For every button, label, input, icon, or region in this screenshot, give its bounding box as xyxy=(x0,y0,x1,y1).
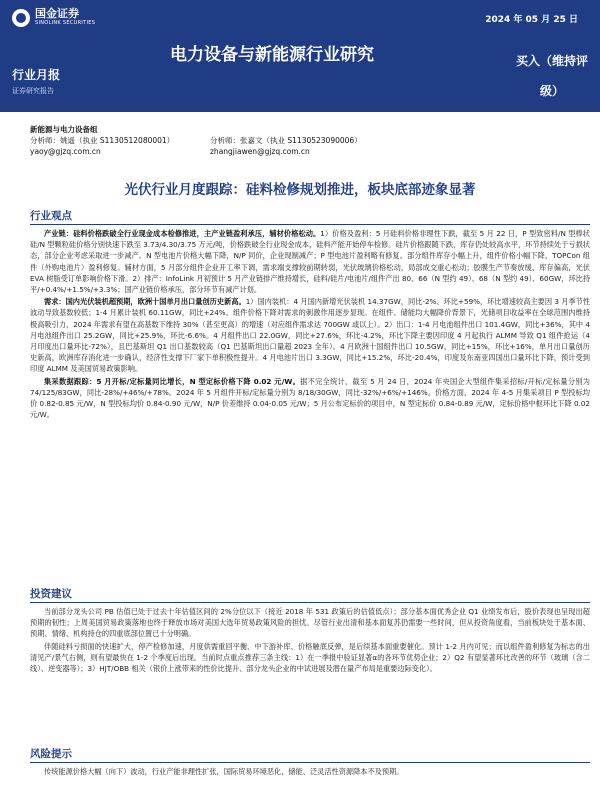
analyst-row xyxy=(30,135,590,146)
company-logo xyxy=(12,8,95,27)
body-demand: 1）国内装机：4 月国内新增光伏装机 14.37GW，同比-2%、环比+59%，环比增速较高主要因 3 月季节性波动导致基数较低；1-4 月累计装机 60.11GW，同比+24%。组件价格下降对需求的刺激作用逐步显现。在组件、储能均大幅降价背景下，光储项目收益率在全球范围内维持极高吸引力，2024 年需求有望在高基数下维持 30%（甚至更高）的增速（对应组件需求达 700GW 或以上）。2）出口：1-4 月电池组件出口 101.4GW，同比+36%，其中 4 月电池组件出口 25.2GW，同比+25.9%，环比-6.6%。4 月组件出口 22.0GW，同比+27.6%，环比-4.2%，环比下降主要因印度 4 月起执行 ALMM 导致 Q1 组件抢运（4 月印度出口量环比-72%），且巴基斯坦 Q1 出口基数较高（Q1 巴基斯坦出口量超 2023 全年）。4 月欧洲十国组件出口 10.5GW，同比+15%，环比+16%，单月出口量创历史新高，欧洲库存消化进一步确认，经济性支撑下厂家下单积极性提升。4 月电池片出口 3.3GW，同比+15.2%，环比-20.4%，印度及东南亚四国出口量环比下降，预计受到印度 ALMM 及美国贸易政策影响。 xyxy=(30,297,590,374)
lead-demand: 需求：国内光伏装机超预期，欧洲十国单月出口量创历史新高。 xyxy=(44,297,246,307)
report-subtype: 证券研究报告 xyxy=(12,87,54,95)
paragraph-risk: 传统能源价格大幅（向下）波动，行业产能非理性扩张，国际贸易环境恶化，储能、泛灵活性资源降本不及预期。 xyxy=(44,767,404,776)
report-main-title: 光伏行业月度跟踪：硅料检修规划推进，板块底部迹象显著 xyxy=(124,182,476,198)
rating-badge: 买入（维持评级） xyxy=(515,54,588,98)
section-heading-advice: 投资建议 xyxy=(30,586,590,603)
paragraph-valuation: 当前部分龙头公司 PB 估值已处于过去十年估值区间的 2%分位以下（接近 2018 年 531 政策后的估值低点）；部分基本面优秀企业 Q1 业绩发布后，股价表现也呈现出超预期的韧性；上周美国贸易政策落地也终于释放市场对美国大选年贸易政策风险的担忧。尽管行业出清和基本面复苏仍需要一些时间，但从投资角度看，当前板块处于基本面、预期、情绪、机构持仓的四重底部位置已十分明确。 xyxy=(30,607,590,639)
section-heading-risk: 风险提示 xyxy=(30,746,590,763)
paragraph-demand xyxy=(30,296,590,374)
paragraph-supply-chain xyxy=(30,228,590,295)
paragraph-recommendation: 伴随硅料亏损面的快速扩大，停产检修加速，月度供需重回平衡、中下游补库、价格触底反弹，是后续基本面重要催化。预计 1-2 月内可见；而以组件盈利修复为标志的出清见产/景气右侧，则有望最快在 1-2 个季度后出现。当前时点重点推荐三条主线：1）在一季报中验证显著α的各环节优势企业；2）Q2 有望显著环比改善的环节（玻璃（含二线）、逆变器等）；3）HJT/OBB 相关（银价上涨带来的性价比提升、部分龙头企业的中试进展及潜在量产布局是重要边际变化）。 xyxy=(30,641,590,674)
header-left-column xyxy=(0,0,110,112)
analyst-2-email: zhangjiawen@gjzq.com.cn xyxy=(210,147,310,156)
analyst-1: 分析师：姚遥（执业 S1130512080001） xyxy=(30,136,175,145)
logo-mark-icon xyxy=(12,9,30,27)
analyst-1-email: yaoy@gjzq.com.cn xyxy=(30,147,101,156)
analyst-info xyxy=(30,124,590,157)
section-industry-view xyxy=(30,208,590,421)
team-name: 新能源与电力设备组 xyxy=(30,125,98,134)
lead-procurement: 集采数据跟踪：5 月开标/定标量同比增长，N 型定标价格下降 0.02 元/W。 xyxy=(44,376,301,386)
lead-supply-chain: 产业链：硅料价格跌破全行业现金成本检修推进，主产业链盈利承压，辅材价格松动。 xyxy=(44,229,321,238)
report-type: 行业月报 xyxy=(12,68,61,82)
analyst-2: 分析师：张嘉文（执业 S1130523090006） xyxy=(210,136,362,145)
logo-name-en: SINOLINK SECURITIES xyxy=(35,20,96,26)
email-row xyxy=(30,146,590,157)
section-investment-advice xyxy=(30,586,590,675)
logo-name-cn: 国金证券 xyxy=(35,7,79,20)
body-supply-chain: 1）价格及盈利：5 月硅料价格非理性下跌，截至 5 月 22 日，P 型致密料/N 型棒状硅/N 型颗粒硅价格分别快速下跌至 3.73/4.30/3.75 万元/吨，价格跌破全行业现金成本，硅料产能开始停车检修。硅片价格跟随下跌，库存仍处较高水平，环节持续处于亏损状态，部分企业考虑采取进一步减产。N 型电池片价格大幅下降，N/P 同价，企业现制减产；P 型电池片盈利略有修复。部分组件库存小幅上升，组件价格小幅下降，TOPCon 组件（外购电池片）盈利修复。辅材方面，5 月部分组件企业开工率下调，需求端支撑较前期转弱，光伏玻璃价格松动，局部成交重心松动；胶膜生产节奏放缓、库存偏高，光伏 EVA 树脂受订单影响价格下滑。2）排产：InfoLink 月初预计 5 月产业链排产维持增长，硅料/硅片/电池片/组件产出 80、66（N 型约 49）、68（N 型约 49）、60GW，环比持平/+0.4%/+1.5%/+3.3%；国产业链价格承压，部分环节有减产计划。 xyxy=(30,229,591,295)
logo-text xyxy=(35,8,95,27)
section-risk xyxy=(30,746,590,778)
industry-title: 电力设备与新能源行业研究 xyxy=(170,45,374,65)
paragraph-procurement xyxy=(30,376,590,421)
report-date: 2024 年 05 月 25 日 xyxy=(485,15,578,25)
section-heading-view: 行业观点 xyxy=(30,208,590,225)
body-procurement: 据不完全统计，截至 5 月 24 日，2024 年央国企大型组件集采招标/开标/定标量分别为 74/125/83GW，同比-28%/+46%/+78%。2024 年 5 月组件开标/定标量分别为 8/18/30GW，同比-32%/+6%/+146%。价格方面，2024 年 4-5 月集采项目 P 型投标均价 0.82-0.85 元/W，N 型投标均价 0.84-0.90 元/W，N/P 价差维持 0.04-0.05 元/W；5 月公布定标价的项目中，N 型定标价 0.84-0.89 元/W，定标价格中枢环比下降 0.02 元/W。 xyxy=(30,376,590,420)
